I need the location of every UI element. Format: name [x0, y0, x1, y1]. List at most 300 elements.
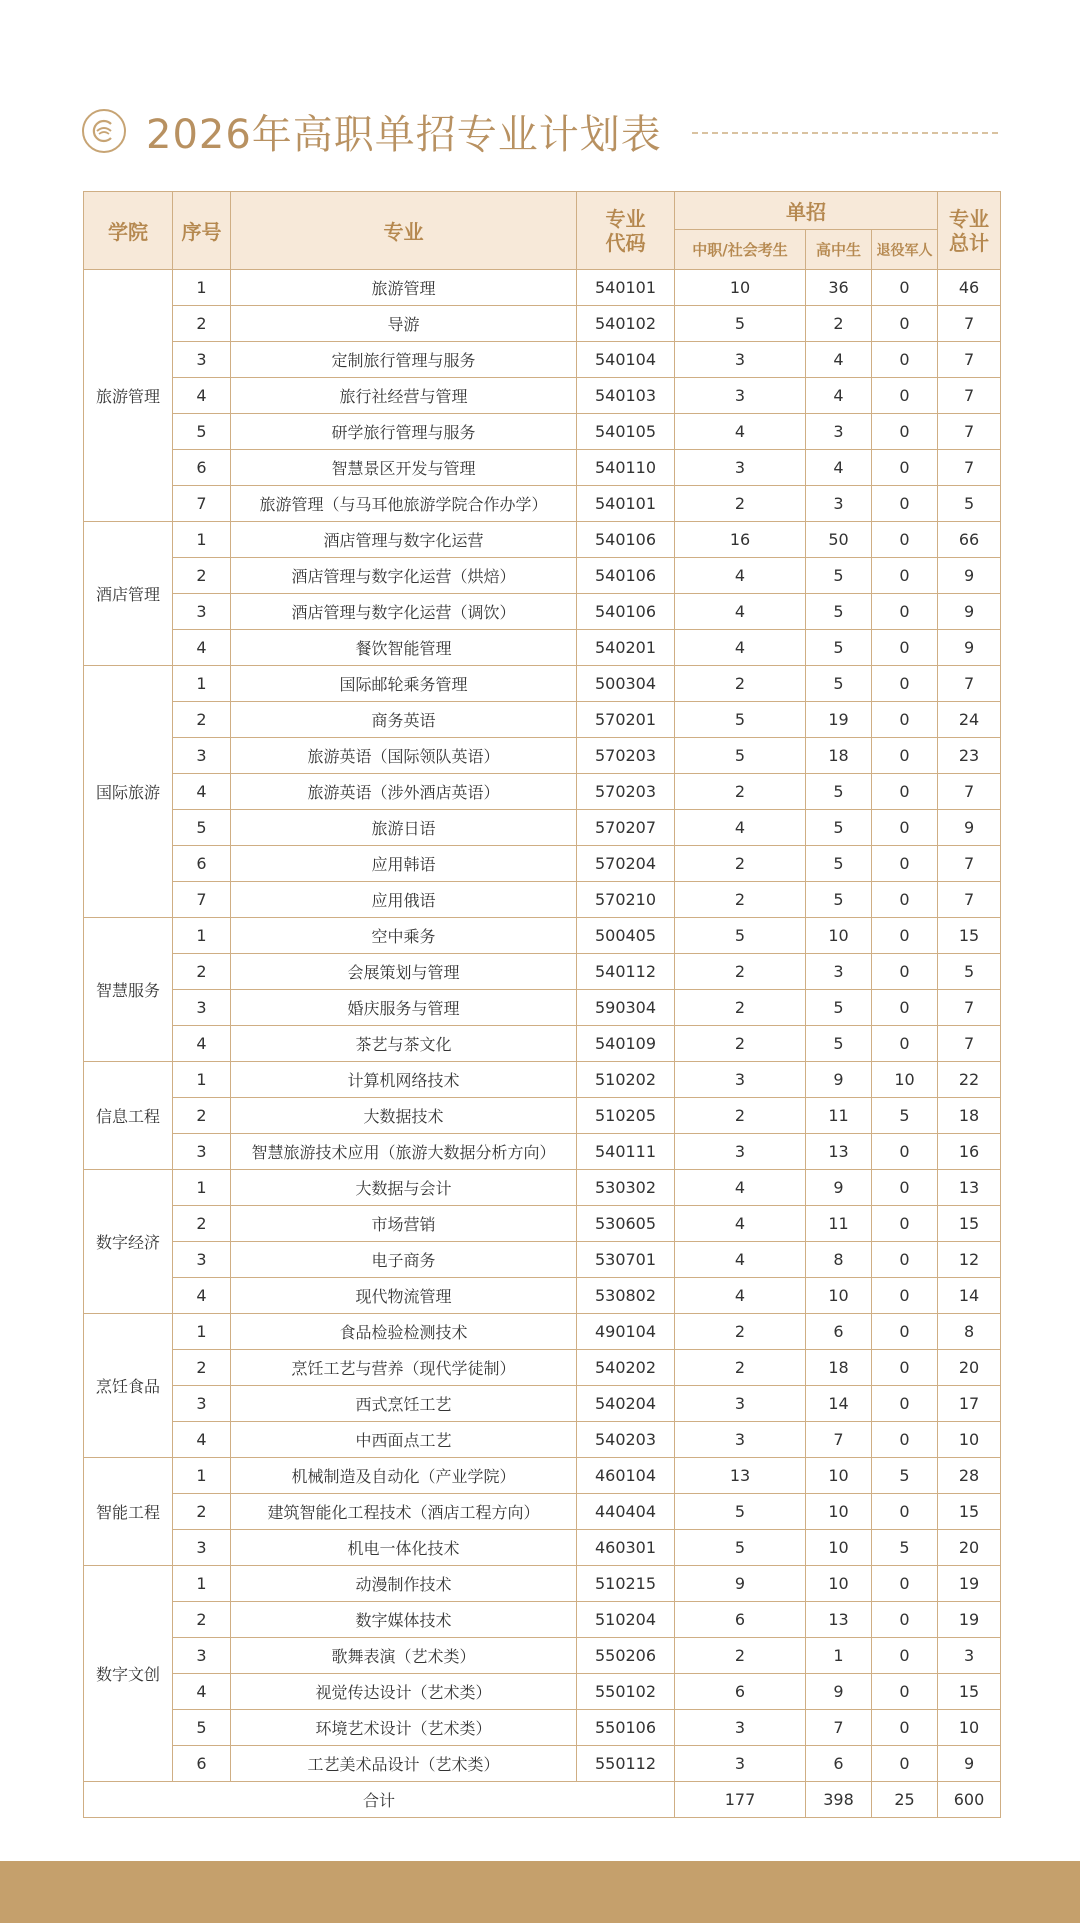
vocational-cell: 10	[675, 270, 806, 306]
major-cell: 食品检验检测技术	[231, 1314, 577, 1350]
vocational-cell: 4	[675, 558, 806, 594]
seq-cell: 4	[173, 774, 231, 810]
code-cell: 540106	[577, 522, 675, 558]
highschool-cell: 10	[806, 1494, 872, 1530]
veteran-cell: 0	[872, 1206, 938, 1242]
veteran-cell: 0	[872, 738, 938, 774]
code-cell: 590304	[577, 990, 675, 1026]
vocational-cell: 3	[675, 1062, 806, 1098]
total-cell: 9	[938, 810, 1001, 846]
code-cell: 540203	[577, 1422, 675, 1458]
table-row	[84, 1530, 1001, 1566]
vocational-cell: 3	[675, 1710, 806, 1746]
veteran-cell: 0	[872, 810, 938, 846]
highschool-cell: 4	[806, 378, 872, 414]
total-cell: 7	[938, 774, 1001, 810]
vocational-cell: 6	[675, 1674, 806, 1710]
total-cell: 7	[938, 1026, 1001, 1062]
total-cell: 7	[938, 882, 1001, 918]
total-cell: 9	[938, 558, 1001, 594]
table-row	[84, 990, 1001, 1026]
code-cell: 460104	[577, 1458, 675, 1494]
seq-cell: 6	[173, 846, 231, 882]
code-cell: 540103	[577, 378, 675, 414]
highschool-cell: 5	[806, 774, 872, 810]
total-cell: 28	[938, 1458, 1001, 1494]
veteran-cell: 0	[872, 1602, 938, 1638]
table-row	[84, 1566, 1001, 1602]
highschool-cell: 10	[806, 1530, 872, 1566]
seq-cell: 7	[173, 486, 231, 522]
seq-cell: 1	[173, 270, 231, 306]
header-college: 学院	[84, 192, 173, 270]
header-total: 专业总计	[938, 192, 1001, 270]
table-row	[84, 1062, 1001, 1098]
table-row	[84, 1674, 1001, 1710]
veteran-cell: 0	[872, 1710, 938, 1746]
college-name: 数字经济	[84, 1170, 173, 1314]
table-row	[84, 1206, 1001, 1242]
vocational-cell: 5	[675, 702, 806, 738]
vocational-cell: 2	[675, 1314, 806, 1350]
highschool-cell: 19	[806, 702, 872, 738]
total-veteran: 25	[872, 1782, 938, 1818]
veteran-cell: 0	[872, 954, 938, 990]
highschool-cell: 3	[806, 954, 872, 990]
table-row	[84, 450, 1001, 486]
total-cell: 10	[938, 1710, 1001, 1746]
veteran-cell: 0	[872, 594, 938, 630]
vocational-cell: 5	[675, 1530, 806, 1566]
code-cell: 570203	[577, 738, 675, 774]
total-cell: 46	[938, 270, 1001, 306]
code-cell: 540101	[577, 486, 675, 522]
college-name: 数字文创	[84, 1566, 173, 1782]
total-cell: 8	[938, 1314, 1001, 1350]
code-cell: 570204	[577, 846, 675, 882]
code-cell: 550112	[577, 1746, 675, 1782]
total-cell: 22	[938, 1062, 1001, 1098]
vocational-cell: 5	[675, 1494, 806, 1530]
vocational-cell: 3	[675, 342, 806, 378]
table-row	[84, 630, 1001, 666]
vocational-cell: 2	[675, 1026, 806, 1062]
seq-cell: 1	[173, 1458, 231, 1494]
veteran-cell: 0	[872, 378, 938, 414]
code-cell: 570201	[577, 702, 675, 738]
code-cell: 550102	[577, 1674, 675, 1710]
major-cell: 市场营销	[231, 1206, 577, 1242]
table-row	[84, 954, 1001, 990]
major-cell: 建筑智能化工程技术（酒店工程方向）	[231, 1494, 577, 1530]
veteran-cell: 0	[872, 630, 938, 666]
page-header	[82, 100, 998, 162]
total-cell: 9	[938, 594, 1001, 630]
major-cell: 商务英语	[231, 702, 577, 738]
total-cell: 7	[938, 666, 1001, 702]
header-single: 单招	[675, 192, 938, 230]
table-row	[84, 1314, 1001, 1350]
code-cell: 540106	[577, 594, 675, 630]
seq-cell: 6	[173, 1746, 231, 1782]
veteran-cell: 0	[872, 270, 938, 306]
header-vocational: 中职/社会考生	[675, 230, 806, 270]
major-cell: 智慧景区开发与管理	[231, 450, 577, 486]
veteran-cell: 0	[872, 1350, 938, 1386]
code-cell: 540111	[577, 1134, 675, 1170]
vocational-cell: 4	[675, 1170, 806, 1206]
total-cell: 14	[938, 1278, 1001, 1314]
major-cell: 旅游日语	[231, 810, 577, 846]
code-cell: 530605	[577, 1206, 675, 1242]
major-cell: 酒店管理与数字化运营（调饮）	[231, 594, 577, 630]
total-cell: 3	[938, 1638, 1001, 1674]
seq-cell: 3	[173, 594, 231, 630]
total-total: 600	[938, 1782, 1001, 1818]
total-cell: 7	[938, 414, 1001, 450]
veteran-cell: 0	[872, 1746, 938, 1782]
total-cell: 16	[938, 1134, 1001, 1170]
seq-cell: 5	[173, 810, 231, 846]
major-cell: 旅游管理（与马耳他旅游学院合作办学）	[231, 486, 577, 522]
veteran-cell: 0	[872, 666, 938, 702]
table-row	[84, 1278, 1001, 1314]
major-cell: 研学旅行管理与服务	[231, 414, 577, 450]
veteran-cell: 0	[872, 342, 938, 378]
code-cell: 540112	[577, 954, 675, 990]
vocational-cell: 2	[675, 486, 806, 522]
total-cell: 5	[938, 954, 1001, 990]
table-row	[84, 486, 1001, 522]
highschool-cell: 5	[806, 630, 872, 666]
table-row	[84, 306, 1001, 342]
total-cell: 15	[938, 1206, 1001, 1242]
code-cell: 530802	[577, 1278, 675, 1314]
major-cell: 环境艺术设计（艺术类）	[231, 1710, 577, 1746]
table-row	[84, 342, 1001, 378]
vocational-cell: 4	[675, 1206, 806, 1242]
major-cell: 动漫制作技术	[231, 1566, 577, 1602]
veteran-cell: 0	[872, 558, 938, 594]
highschool-cell: 11	[806, 1098, 872, 1134]
highschool-cell: 6	[806, 1314, 872, 1350]
college-name: 智能工程	[84, 1458, 173, 1566]
highschool-cell: 10	[806, 918, 872, 954]
code-cell: 490104	[577, 1314, 675, 1350]
highschool-cell: 10	[806, 1566, 872, 1602]
college-name: 信息工程	[84, 1062, 173, 1170]
major-cell: 定制旅行管理与服务	[231, 342, 577, 378]
table-row	[84, 522, 1001, 558]
header-code: 专业代码	[577, 192, 675, 270]
vocational-cell: 3	[675, 378, 806, 414]
major-cell: 导游	[231, 306, 577, 342]
seq-cell: 1	[173, 666, 231, 702]
seq-cell: 3	[173, 738, 231, 774]
vocational-cell: 3	[675, 1386, 806, 1422]
highschool-cell: 6	[806, 1746, 872, 1782]
total-cell: 7	[938, 342, 1001, 378]
veteran-cell: 0	[872, 306, 938, 342]
total-cell: 24	[938, 702, 1001, 738]
veteran-cell: 0	[872, 702, 938, 738]
major-cell: 旅行社经营与管理	[231, 378, 577, 414]
veteran-cell: 0	[872, 1170, 938, 1206]
code-cell: 510215	[577, 1566, 675, 1602]
vocational-cell: 4	[675, 630, 806, 666]
seq-cell: 4	[173, 378, 231, 414]
code-cell: 510204	[577, 1602, 675, 1638]
total-cell: 66	[938, 522, 1001, 558]
major-cell: 空中乘务	[231, 918, 577, 954]
total-cell: 13	[938, 1170, 1001, 1206]
seq-cell: 3	[173, 1530, 231, 1566]
seq-cell: 1	[173, 918, 231, 954]
major-cell: 中西面点工艺	[231, 1422, 577, 1458]
seq-cell: 2	[173, 1206, 231, 1242]
table-row	[84, 1602, 1001, 1638]
highschool-cell: 11	[806, 1206, 872, 1242]
total-cell: 15	[938, 1494, 1001, 1530]
seq-cell: 3	[173, 1386, 231, 1422]
veteran-cell: 5	[872, 1530, 938, 1566]
table-row	[84, 774, 1001, 810]
veteran-cell: 5	[872, 1458, 938, 1494]
vocational-cell: 2	[675, 1350, 806, 1386]
table-row	[84, 1098, 1001, 1134]
code-cell: 540109	[577, 1026, 675, 1062]
veteran-cell: 0	[872, 1278, 938, 1314]
code-cell: 440404	[577, 1494, 675, 1530]
vocational-cell: 4	[675, 810, 806, 846]
major-cell: 酒店管理与数字化运营	[231, 522, 577, 558]
vocational-cell: 2	[675, 954, 806, 990]
major-cell: 机电一体化技术	[231, 1530, 577, 1566]
seq-cell: 3	[173, 990, 231, 1026]
major-cell: 视觉传达设计（艺术类）	[231, 1674, 577, 1710]
veteran-cell: 0	[872, 1386, 938, 1422]
table-row	[84, 1350, 1001, 1386]
highschool-cell: 5	[806, 990, 872, 1026]
seq-cell: 5	[173, 1710, 231, 1746]
table-row	[84, 882, 1001, 918]
seq-cell: 2	[173, 702, 231, 738]
major-cell: 茶艺与茶文化	[231, 1026, 577, 1062]
table-row	[84, 738, 1001, 774]
page-title: 2026年高职单招专业计划表	[146, 111, 662, 158]
highschool-cell: 5	[806, 1026, 872, 1062]
highschool-cell: 50	[806, 522, 872, 558]
code-cell: 540202	[577, 1350, 675, 1386]
highschool-cell: 9	[806, 1674, 872, 1710]
seq-cell: 4	[173, 1278, 231, 1314]
vocational-cell: 16	[675, 522, 806, 558]
seq-cell: 1	[173, 522, 231, 558]
total-label: 合计	[84, 1782, 675, 1818]
code-cell: 540201	[577, 630, 675, 666]
seq-cell: 2	[173, 1494, 231, 1530]
major-cell: 工艺美术品设计（艺术类）	[231, 1746, 577, 1782]
highschool-cell: 36	[806, 270, 872, 306]
veteran-cell: 0	[872, 1314, 938, 1350]
major-cell: 智慧旅游技术应用（旅游大数据分析方向）	[231, 1134, 577, 1170]
table-row	[84, 1710, 1001, 1746]
total-cell: 10	[938, 1422, 1001, 1458]
seq-cell: 2	[173, 558, 231, 594]
veteran-cell: 0	[872, 1674, 938, 1710]
table-row	[84, 414, 1001, 450]
vocational-cell: 9	[675, 1566, 806, 1602]
total-cell: 5	[938, 486, 1001, 522]
highschool-cell: 5	[806, 810, 872, 846]
vocational-cell: 3	[675, 1422, 806, 1458]
seq-cell: 1	[173, 1170, 231, 1206]
veteran-cell: 0	[872, 846, 938, 882]
total-cell: 7	[938, 378, 1001, 414]
college-name: 酒店管理	[84, 522, 173, 666]
total-cell: 23	[938, 738, 1001, 774]
total-cell: 7	[938, 306, 1001, 342]
major-cell: 旅游英语（涉外酒店英语）	[231, 774, 577, 810]
total-cell: 20	[938, 1530, 1001, 1566]
total-cell: 9	[938, 630, 1001, 666]
code-cell: 540104	[577, 342, 675, 378]
code-cell: 510205	[577, 1098, 675, 1134]
college-name: 烹饪食品	[84, 1314, 173, 1458]
major-cell: 电子商务	[231, 1242, 577, 1278]
total-cell: 7	[938, 450, 1001, 486]
major-cell: 会展策划与管理	[231, 954, 577, 990]
total-vocational: 177	[675, 1782, 806, 1818]
code-cell: 530302	[577, 1170, 675, 1206]
highschool-cell: 18	[806, 738, 872, 774]
major-cell: 大数据技术	[231, 1098, 577, 1134]
table-row	[84, 1170, 1001, 1206]
vocational-cell: 6	[675, 1602, 806, 1638]
veteran-cell: 0	[872, 1422, 938, 1458]
table-row	[84, 918, 1001, 954]
major-cell: 酒店管理与数字化运营（烘焙）	[231, 558, 577, 594]
code-cell: 540204	[577, 1386, 675, 1422]
highschool-cell: 4	[806, 450, 872, 486]
seq-cell: 1	[173, 1314, 231, 1350]
total-cell: 15	[938, 1674, 1001, 1710]
total-cell: 19	[938, 1566, 1001, 1602]
table-row	[84, 666, 1001, 702]
veteran-cell: 0	[872, 1134, 938, 1170]
veteran-cell: 0	[872, 486, 938, 522]
highschool-cell: 10	[806, 1278, 872, 1314]
vocational-cell: 3	[675, 1134, 806, 1170]
table-row	[84, 1422, 1001, 1458]
header-seq: 序号	[173, 192, 231, 270]
veteran-cell: 0	[872, 1638, 938, 1674]
total-cell: 19	[938, 1602, 1001, 1638]
seq-cell: 3	[173, 1242, 231, 1278]
vocational-cell: 2	[675, 774, 806, 810]
seq-cell: 3	[173, 1134, 231, 1170]
major-cell: 计算机网络技术	[231, 1062, 577, 1098]
header-veteran: 退役军人	[872, 230, 938, 270]
vocational-cell: 2	[675, 846, 806, 882]
header-highschool: 高中生	[806, 230, 872, 270]
vocational-cell: 2	[675, 1098, 806, 1134]
highschool-cell: 5	[806, 594, 872, 630]
vocational-cell: 3	[675, 450, 806, 486]
code-cell: 500405	[577, 918, 675, 954]
major-cell: 应用俄语	[231, 882, 577, 918]
table-row	[84, 1494, 1001, 1530]
total-cell: 9	[938, 1746, 1001, 1782]
veteran-cell: 0	[872, 414, 938, 450]
college-name: 旅游管理	[84, 270, 173, 522]
total-row	[84, 1782, 1001, 1818]
veteran-cell: 0	[872, 882, 938, 918]
major-plan-table	[83, 191, 1001, 1818]
header-major: 专业	[231, 192, 577, 270]
code-cell: 570207	[577, 810, 675, 846]
seq-cell: 3	[173, 342, 231, 378]
veteran-cell: 0	[872, 1566, 938, 1602]
veteran-cell: 5	[872, 1098, 938, 1134]
seq-cell: 2	[173, 954, 231, 990]
major-cell: 机械制造及自动化（产业学院）	[231, 1458, 577, 1494]
highschool-cell: 13	[806, 1134, 872, 1170]
major-cell: 国际邮轮乘务管理	[231, 666, 577, 702]
table-row	[84, 810, 1001, 846]
brand-logo-icon	[82, 109, 126, 153]
total-cell: 18	[938, 1098, 1001, 1134]
seq-cell: 1	[173, 1062, 231, 1098]
vocational-cell: 13	[675, 1458, 806, 1494]
code-cell: 540105	[577, 414, 675, 450]
highschool-cell: 1	[806, 1638, 872, 1674]
major-cell: 餐饮智能管理	[231, 630, 577, 666]
veteran-cell: 0	[872, 522, 938, 558]
veteran-cell: 10	[872, 1062, 938, 1098]
veteran-cell: 0	[872, 1494, 938, 1530]
table-row	[84, 1746, 1001, 1782]
major-cell: 旅游英语（国际领队英语）	[231, 738, 577, 774]
seq-cell: 7	[173, 882, 231, 918]
total-cell: 20	[938, 1350, 1001, 1386]
code-cell: 550206	[577, 1638, 675, 1674]
highschool-cell: 5	[806, 558, 872, 594]
major-cell: 旅游管理	[231, 270, 577, 306]
code-cell: 540101	[577, 270, 675, 306]
table-row	[84, 1242, 1001, 1278]
highschool-cell: 4	[806, 342, 872, 378]
table-row	[84, 1638, 1001, 1674]
seq-cell: 4	[173, 1026, 231, 1062]
seq-cell: 4	[173, 1422, 231, 1458]
title-divider	[692, 132, 998, 134]
seq-cell: 2	[173, 1602, 231, 1638]
highschool-cell: 3	[806, 486, 872, 522]
table-row	[84, 1134, 1001, 1170]
seq-cell: 2	[173, 1098, 231, 1134]
vocational-cell: 4	[675, 1242, 806, 1278]
total-cell: 7	[938, 990, 1001, 1026]
major-cell: 数字媒体技术	[231, 1602, 577, 1638]
major-cell: 现代物流管理	[231, 1278, 577, 1314]
major-cell: 大数据与会计	[231, 1170, 577, 1206]
seq-cell: 2	[173, 1350, 231, 1386]
table-row	[84, 558, 1001, 594]
code-cell: 570210	[577, 882, 675, 918]
table-row	[84, 378, 1001, 414]
seq-cell: 3	[173, 1638, 231, 1674]
